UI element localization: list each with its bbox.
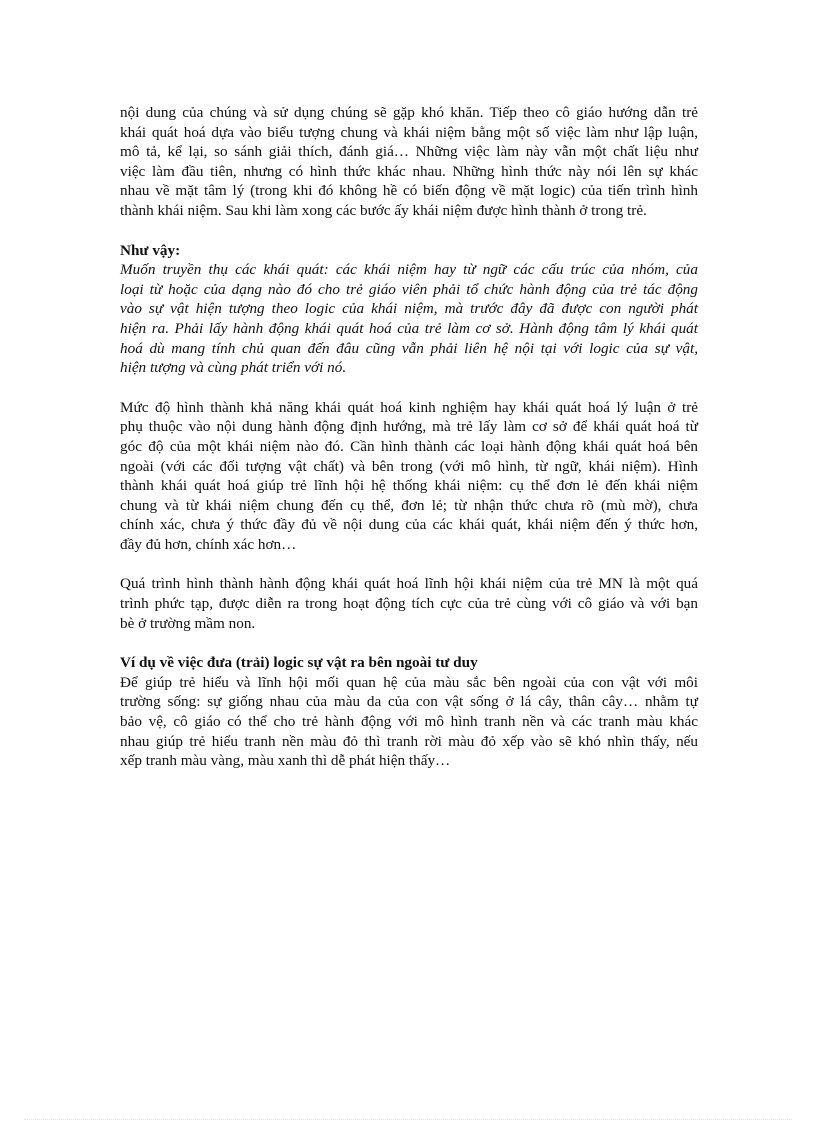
text-line: Để giúp trẻ hiểu và lĩnh hội mối quan hệ của màu sắc bên ngoài của con vật với môi <box>120 673 698 691</box>
text-line: Muốn truyền thụ các khái quát: các khái niệm hay từ ngữ các cấu trúc của nhóm, của <box>120 261 698 279</box>
paragraph-spacer <box>120 378 698 398</box>
text-line: nhau về mặt tâm lý (trong khi đó không hề có biến động về mặt logic) của tiến trình hình <box>120 182 698 200</box>
text-line: trình phức tạp, được diễn ra trong hoạt động tích cực của trẻ cùng với cô giáo và với bạn <box>120 595 698 613</box>
text-line: đầy đủ hơn, chính xác hơn… <box>120 535 297 553</box>
paragraph-spacer <box>120 221 698 241</box>
text-line: xếp tranh màu vàng, màu xanh thì dễ phát hiện thấy… <box>120 752 451 770</box>
text-line: Quá trình hình thành hành động khái quát hoá lĩnh hội khái niệm của trẻ MN là một quá <box>120 575 698 593</box>
text-line: hoá dù mang tính chủ quan đến đâu cũng vẫn phải liên hệ nội tại với logic của sự vật, <box>120 339 698 357</box>
text-line: góc độ của một khái niệm nào đó. Cần hình thành các loại hành động khái quát hoá bên <box>120 437 698 455</box>
text-line: thành khái quát hoá giúp trẻ lĩnh hội hệ thống khái niệm: cụ thể đơn lẻ đến khái niệm <box>120 477 698 495</box>
text-line: bè ở trường mầm non. <box>120 614 256 632</box>
text-line: nội dung của chúng và sử dụng chúng sẽ gặp khó khăn. Tiếp theo cô giáo hướng dẫn trẻ <box>120 104 698 121</box>
text-line: Mức độ hình thành khả năng khái quát hoá kinh nghiệm hay khái quát hoá lý luận ở trẻ <box>120 398 698 416</box>
text-line: khái quát hoá dựa vào biểu tượng chung và khái niệm bằng một số việc làm như lập luận, <box>120 123 698 141</box>
text-line: phụ thuộc vào nội dung hành động định hướng, mà trẻ lấy làm cơ sở để khái quát hoá từ <box>120 418 698 436</box>
text-line: vào sự vật hiện tượng theo logic của khái niệm, mà trước đây đã được con người phát <box>120 300 698 318</box>
text-line: việc làm đầu tiên, nhưng có hình thức khác nhau. Những hình thức này nói lên sự khác <box>120 162 698 180</box>
text-line: chung và từ khái niệm chung đến cụ thể, đơn lẻ; từ nhận thức chưa rõ (mù mờ), chưa <box>120 496 698 514</box>
text-line: hiện tượng và cùng phát triển với nó. <box>120 359 347 377</box>
text-line: loại từ hoặc của dạng nào đó cho trẻ giáo viên phải tổ chức hành động của trẻ tác động <box>120 280 698 298</box>
paragraph-generalization-levels <box>120 398 698 555</box>
text-line: mô tả, kể lại, so sánh giải thích, đánh giá… Những việc làm này vẫn một chất liệu như <box>120 143 698 161</box>
document-body <box>120 103 698 771</box>
text-line: ngoài (với các đối tượng vật chất) và bên trong (với mô hình, từ ngữ, khái niệm). Hình <box>120 457 698 475</box>
page-bottom-divider <box>24 1119 792 1120</box>
text-line: hiện ra. Phải lấy hành động khái quát hoá của trẻ làm cơ sở. Hành động tâm lý khái quát <box>120 319 698 337</box>
italic-summary <box>120 260 698 378</box>
paragraph-process <box>120 574 698 633</box>
paragraph-spacer <box>120 554 698 574</box>
text-line: trường sống: sự giống nhau của màu da của con vật sống ở lá cây, thân cây… nhằm tự <box>120 693 698 711</box>
paragraph-spacer <box>120 633 698 653</box>
text-line: chính xác, chưa ý thức đầy đủ về nội dung của các khái quát, khái niệm đến ý thức hơn, <box>120 516 698 534</box>
text-line: nhau giúp trẻ hiểu tranh nền màu đỏ thì tranh rời màu đỏ xếp vào sẽ khó nhìn thấy, nếu <box>120 732 698 750</box>
text-line: thành khái niệm. Sau khi làm xong các bước ấy khái niệm được hình thành ở trong trẻ. <box>120 201 647 219</box>
section-vi-du <box>120 653 698 771</box>
section-heading: Như vậy: <box>120 241 181 259</box>
paragraph-concept-formation <box>120 103 698 221</box>
section-nhu-vay <box>120 241 698 378</box>
section-heading: Ví dụ về việc đưa (trải) logic sự vật ra bên ngoài tư duy <box>120 654 478 672</box>
text-line: bảo vệ, cô giáo có thể cho trẻ hành động với mô hình tranh nền và các tranh màu khác <box>120 713 698 731</box>
